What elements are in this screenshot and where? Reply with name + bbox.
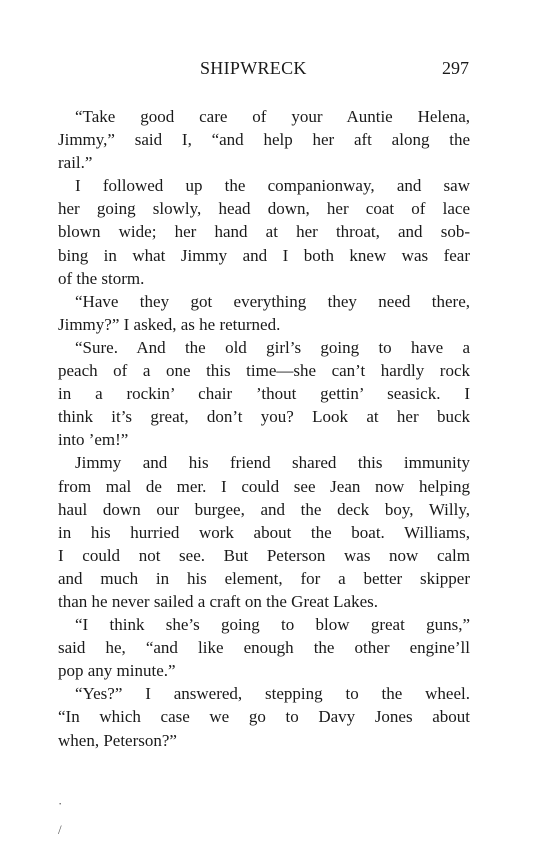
text-line: “Take good care of your Auntie Helena, — [75, 107, 470, 126]
text-line: than he never sailed a craft on the Great Lakes. — [58, 591, 379, 611]
text-line: “Yes?” I answered, stepping to the wheel. — [75, 684, 470, 704]
text-line: in a rockin’ chair ’thout gettin’ seasick. I — [58, 384, 470, 404]
text-line: and much in his element, for a better skipper — [58, 568, 470, 588]
text-line: from mal de mer. I could see Jean now helping — [58, 476, 470, 496]
text-line: I followed up the companionway, and saw — [75, 176, 470, 196]
text-line: her going slowly, head down, her coat of lace — [58, 199, 470, 219]
body-text — [58, 105, 470, 752]
text-line: bing in what Jimmy and I both knew was fear — [58, 245, 470, 265]
text-line: “I think she’s going to blow great guns,” — [75, 615, 470, 635]
text-line: pop any minute.” — [58, 661, 176, 681]
text-line: Jimmy?” I asked, as he returned. — [58, 314, 281, 334]
text-line: think it’s great, don’t you? Look at her buck — [58, 407, 470, 427]
text-line: rail.” — [58, 153, 93, 173]
text-line: blown wide; her hand at her throat, and sob- — [58, 222, 470, 242]
text-line: peach of a one this time—she can’t hardly rock — [58, 361, 470, 381]
text-line: Jimmy and his friend shared this immunity — [75, 453, 470, 473]
text-line: in his hurried work about the boat. Williams, — [58, 522, 470, 542]
text-line: of the storm. — [58, 268, 145, 288]
text-line: said he, “and like enough the other engine’ll — [58, 638, 470, 658]
text-line: I could not see. But Peterson was now calm — [58, 545, 470, 565]
text-line: “Have they got everything they need there, — [75, 291, 470, 311]
stray-mark: · — [58, 796, 63, 811]
running-head: SHIPWRECK — [200, 58, 307, 78]
text-line: into ’em!” — [58, 430, 129, 450]
text-line: Jimmy,” said I, “and help her aft along the — [58, 130, 470, 150]
text-line: when, Peterson?” — [58, 730, 177, 750]
text-line: “In which case we go to Davy Jones about — [58, 707, 470, 727]
stray-mark: / — [58, 822, 62, 837]
text-line: “Sure. And the old girl’s going to have a — [75, 337, 470, 357]
page-number: 297 — [442, 58, 469, 78]
text-line: haul down our burgee, and the deck boy, Willy, — [58, 499, 470, 519]
